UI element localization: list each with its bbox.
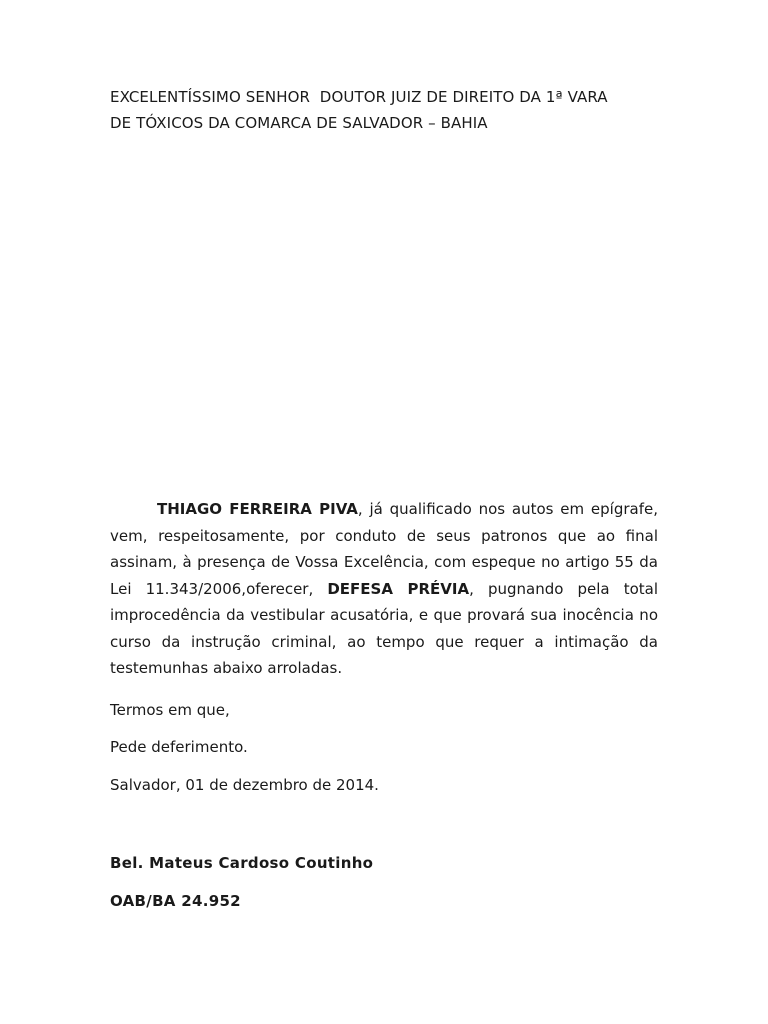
- signature-name: Bel. Mateus Cardoso Coutinho: [110, 854, 374, 872]
- closing-request: Pede deferimento.: [110, 738, 248, 756]
- addressee-line-1: EXCELENTÍSSIMO SENHOR DOUTOR JUIZ DE DIREITO DA 1ª VARA: [110, 88, 608, 106]
- closing-terms: Termos em que,: [110, 701, 230, 719]
- body-text-part-1: , já qualificado nos autos em epígrafe, vem, respeitosamente, por conduto de seus patronos que ao final assinam, à presença de Vossa Excelência, com espeque no artigo 55 da Lei 11.343/2006,oferecer,: [110, 500, 658, 598]
- defendant-name: THIAGO FERREIRA PIVA: [157, 500, 358, 518]
- signature-oab-number: OAB/BA 24.952: [110, 892, 241, 910]
- body-text-part-2: , pugnando pela total improcedência da vestibular acusatória, e que provará sua inocência no curso da instrução criminal, ao tempo que requer a intimação da testemunhas abaixo arroladas.: [110, 579, 658, 677]
- petition-body: [110, 496, 658, 682]
- closing-place-date: Salvador, 01 de dezembro de 2014.: [110, 776, 379, 794]
- filing-title: DEFESA PRÉVIA: [327, 579, 470, 598]
- addressee-line-2: DE TÓXICOS DA COMARCA DE SALVADOR – BAHIA: [110, 114, 488, 132]
- addressee-heading: [110, 84, 658, 136]
